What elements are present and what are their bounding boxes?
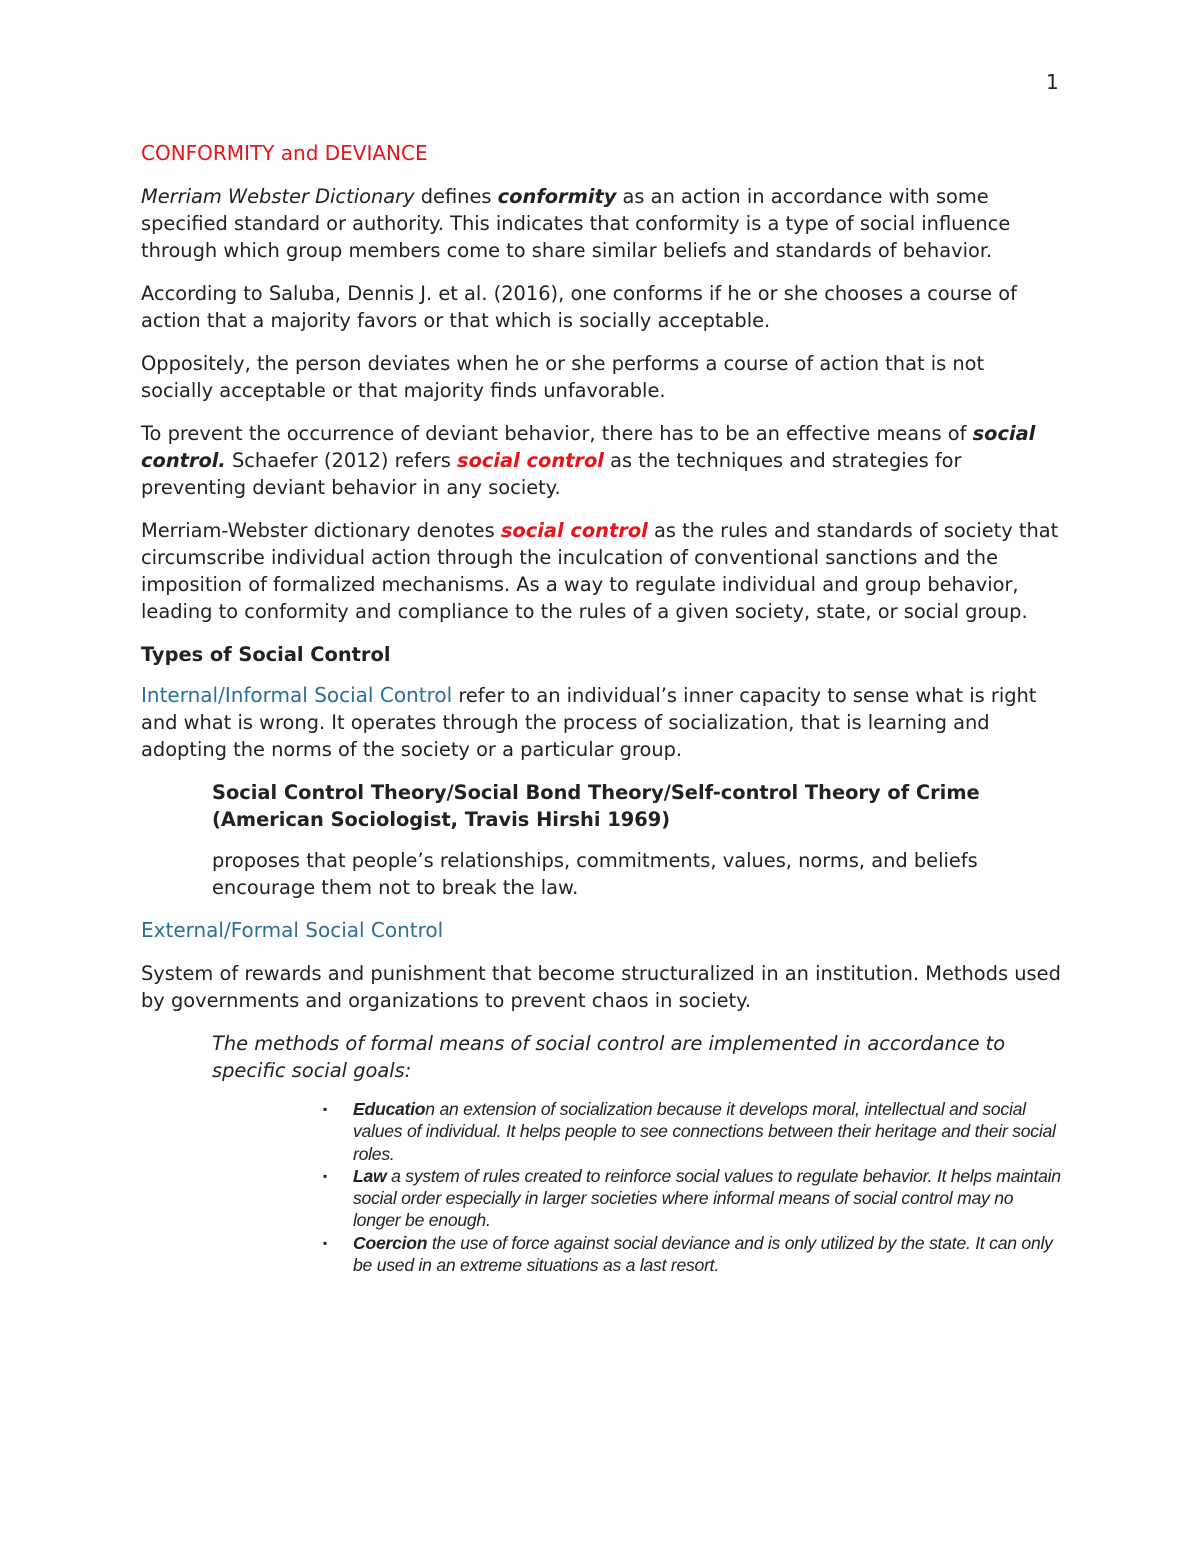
paragraph-external-control: System of rewards and punishment that become structuralized in an institution. Methods used by governments and organizations to prevent chaos in society. xyxy=(141,962,1061,1012)
list-item xyxy=(323,1232,1065,1277)
text-span: refer to an individual’s inner capacity to sense what is right and what is wrong. It operates through the process of socialization, that is learning and adopting the norms of the society or a particular group. xyxy=(141,684,1037,761)
text-span: Schaefer (2012) refers xyxy=(225,449,458,472)
paragraph-conformity-definition xyxy=(141,183,1061,264)
paragraph-deviance: Oppositely, the person deviates when he or she performs a course of action that is not socially acceptable or that majority finds unfavorable. xyxy=(141,352,985,402)
text-span: defines xyxy=(414,185,498,208)
page-number: 1 xyxy=(1046,70,1059,94)
term-social-control: social control. xyxy=(141,422,1036,472)
theory-title: Social Control Theory/Social Bond Theory/Self-control Theory of Crime (American Sociologist, Travis Hirshi 1969) xyxy=(212,781,980,831)
goal-text: a system of rules created to reinforce social values to regulate behavior. It helps maintain social order especially in larger societies where informal means of social control may no longer be enough. xyxy=(353,1165,1061,1231)
bullet-icon: ▪ xyxy=(323,1102,328,1116)
goals-list xyxy=(141,1098,1065,1276)
bullet-icon: ▪ xyxy=(323,1235,328,1250)
paragraph-saluba: According to Saluba, Dennis J. et al. (2016), one conforms if he or she chooses a course of action that a majority favors or that which is socially acceptable. xyxy=(141,282,1017,332)
source-name: Merriam Webster Dictionary xyxy=(141,185,415,208)
goal-term: Coercion xyxy=(353,1232,428,1253)
term-conformity: conformity xyxy=(497,185,617,208)
list-item xyxy=(323,1165,1065,1232)
term-social-control-highlight: social control xyxy=(500,519,648,542)
methods-intro: The methods of formal means of social control are implemented in accordance to specific social goals: xyxy=(212,1032,1006,1082)
text-span: To prevent the occurrence of deviant behavior, there has to be an effective means of xyxy=(141,422,973,445)
heading-internal-control: Internal/Informal Social Control xyxy=(141,683,453,707)
text-span: as the rules and standards of society that circumscribe individual action through the inculcation of conventional sanctions and the imposition of formalized mechanisms. As a way to regulate individual and group behavior, leading to conformity and compliance to the rules of a given society, state, or social group. xyxy=(141,519,1059,623)
theory-description: proposes that people’s relationships, commitments, values, norms, and beliefs encourage them not to break the law. xyxy=(212,849,978,899)
methods-block xyxy=(212,1030,1012,1084)
text-span: as an action in accordance with some specified standard or authority. This indicates that conformity is a type of social influence through which group members come to share similar beliefs and standards of behavior. xyxy=(141,185,1011,262)
paragraph-internal-control xyxy=(141,682,1061,763)
bullet-icon: ▪ xyxy=(323,1168,328,1183)
paragraph-social-control-merriam xyxy=(141,517,1061,625)
document-body xyxy=(141,140,1061,1276)
theory-block xyxy=(212,779,1012,901)
text-span: Merriam-Webster dictionary denotes xyxy=(141,519,501,542)
document-title: CONFORMITY and DEVIANCE xyxy=(141,141,428,165)
list-item xyxy=(323,1098,1065,1165)
heading-external-control: External/Formal Social Control xyxy=(141,918,444,942)
goal-term: Educatio xyxy=(353,1099,426,1119)
goal-text: n an extension of socialization because it develops moral, intellectual and social values of individual. It helps people to see connections between their heritage and their social roles. xyxy=(353,1099,1056,1164)
goal-text: the use of force against social deviance and is only utilized by the state. It can only be used in an extreme situations as a last resort. xyxy=(353,1232,1053,1276)
section-heading-types: Types of Social Control xyxy=(141,643,391,666)
text-span: as the techniques and strategies for preventing deviant behavior in any society. xyxy=(141,449,962,499)
goal-term: Law xyxy=(353,1165,387,1186)
paragraph-social-control-schaefer xyxy=(141,420,1061,501)
term-social-control-highlight: social control xyxy=(457,449,604,472)
